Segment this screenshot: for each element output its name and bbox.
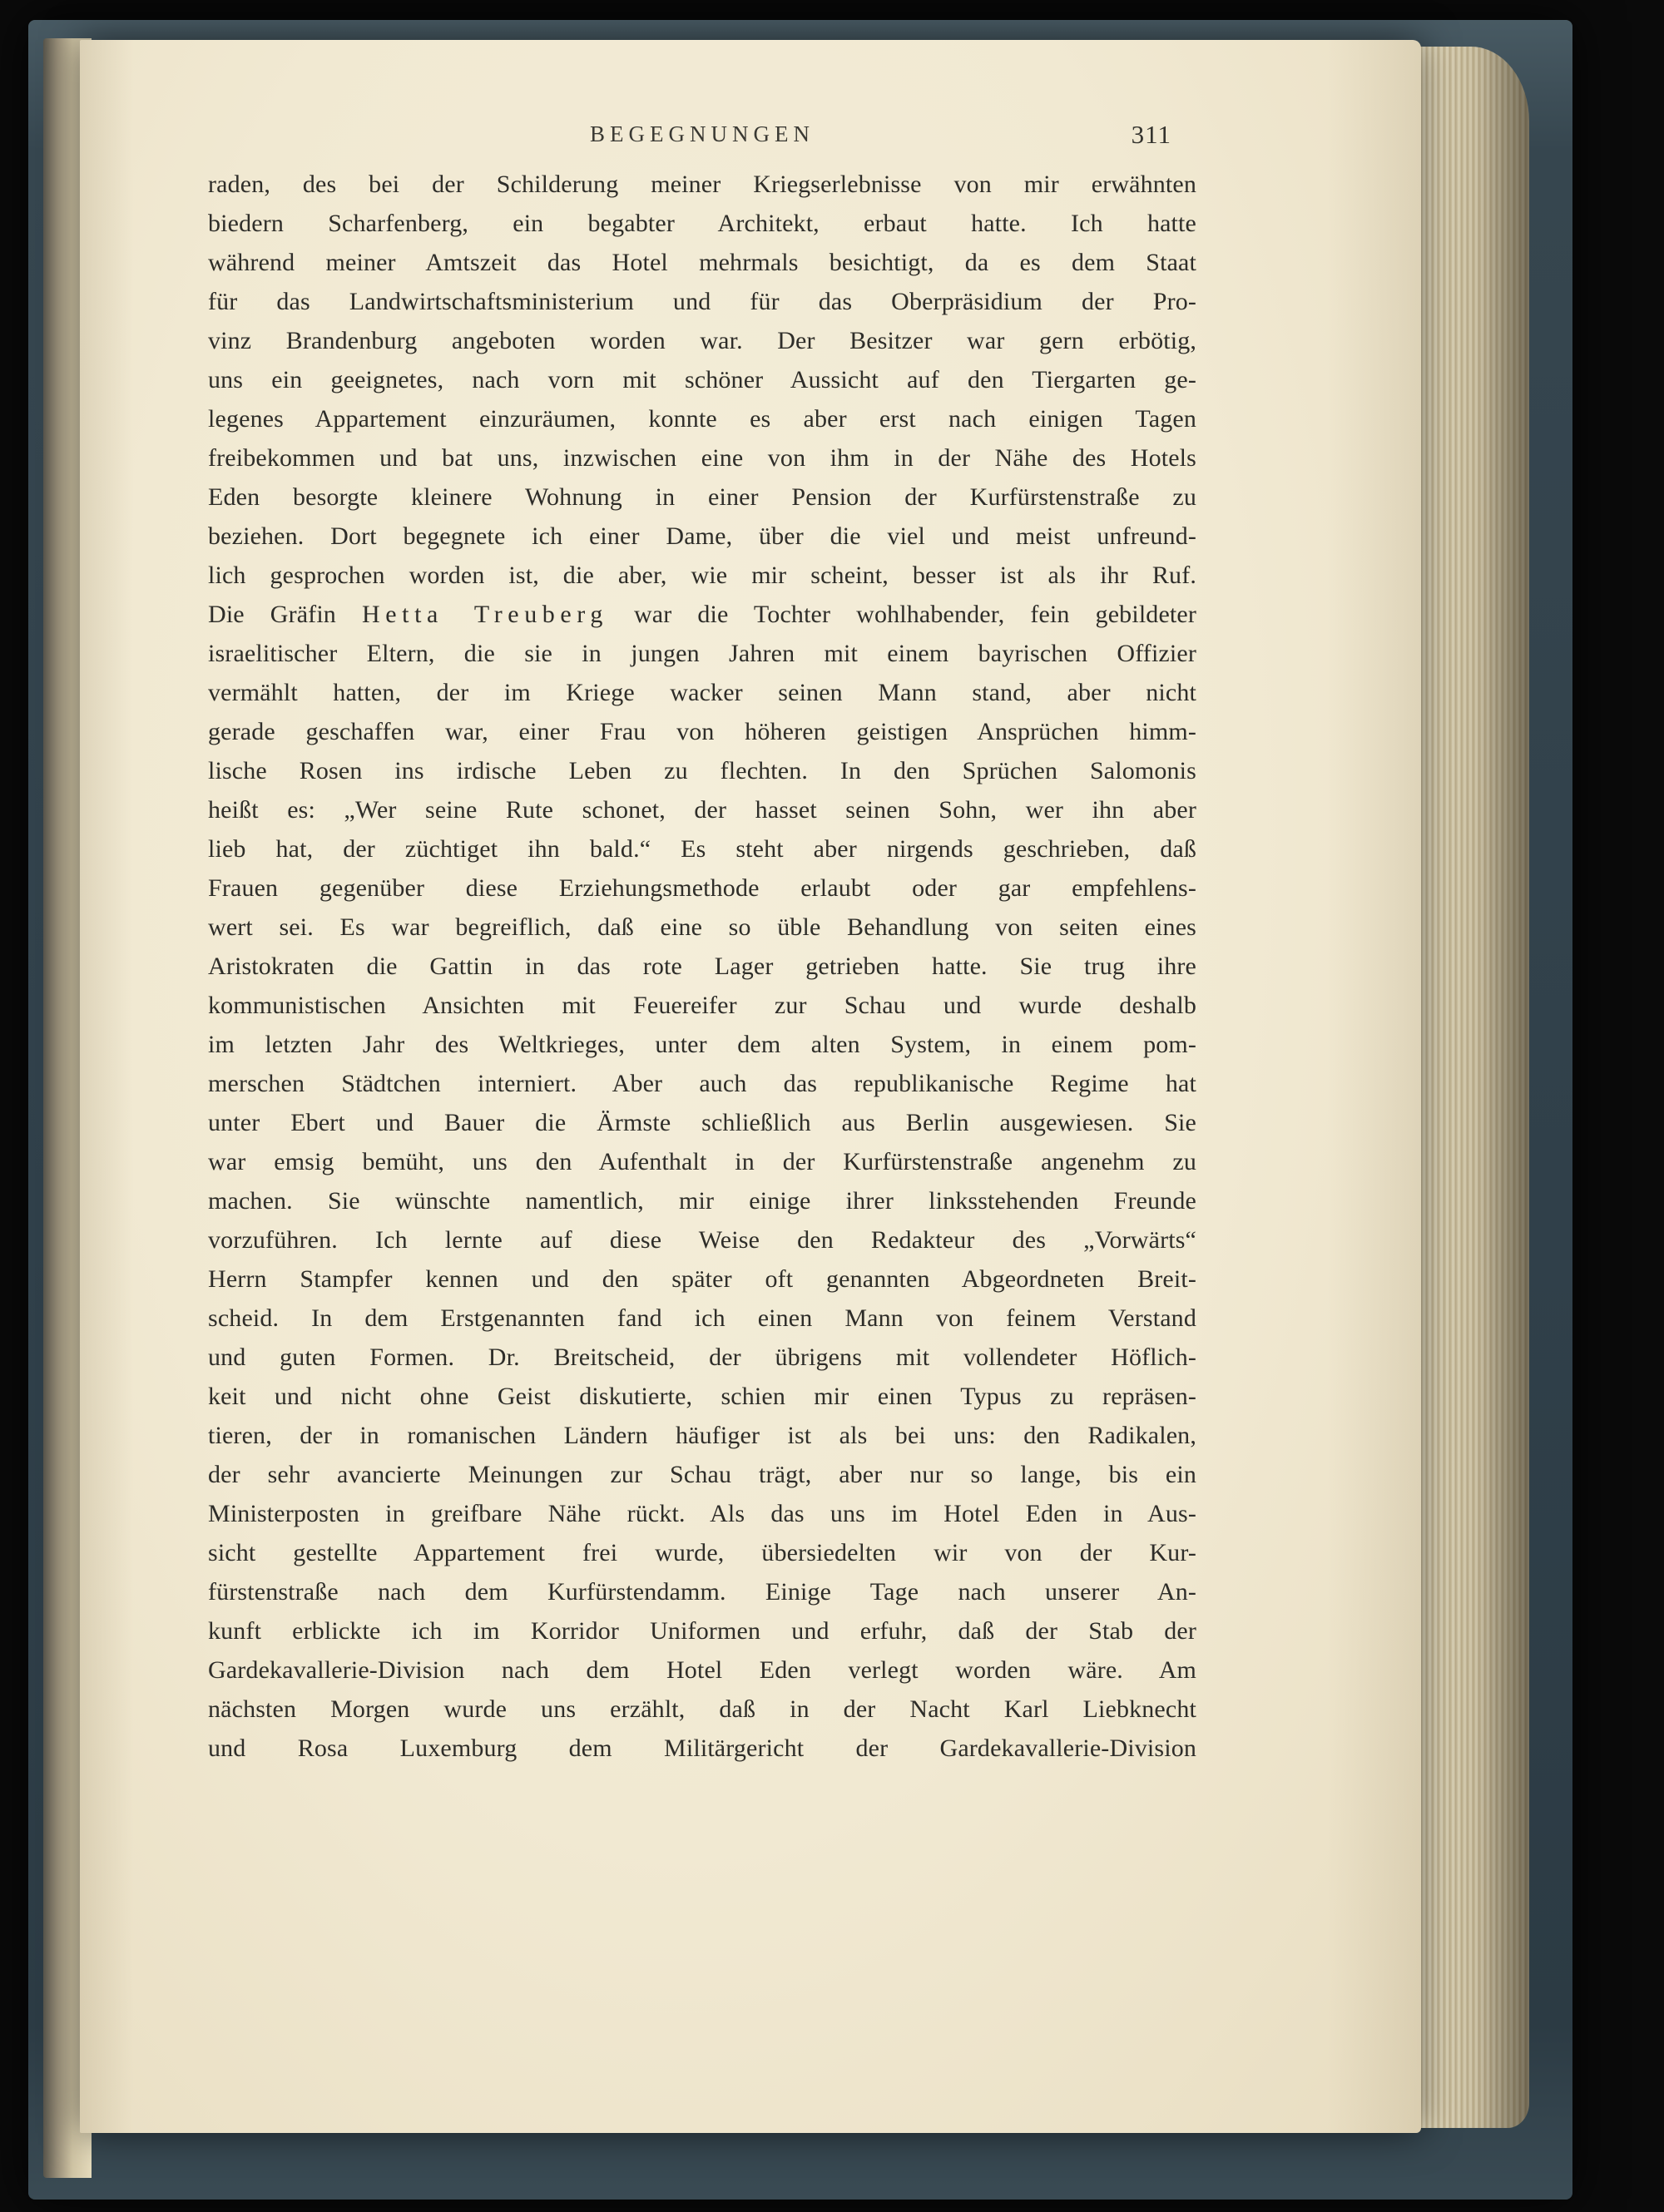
text-line: unter Ebert und Bauer die Ärmste schließlich aus Berlin ausgewiesen. Sie: [208, 1109, 1196, 1136]
text-line: nächsten Morgen wurde uns erzählt, daß in der Nacht Karl Liebknecht: [208, 1695, 1196, 1723]
page-number: 311: [1131, 120, 1171, 149]
text-line: und Rosa Luxemburg dem Militärgericht der Gardekavallerie-Division: [208, 1734, 1196, 1762]
text-line: war emsig bemüht, uns den Aufenthalt in der Kurfürstenstraße angenehm zu: [208, 1148, 1196, 1175]
text-line: legenes Appartement einzuräumen, konnte es aber erst nach einigen Tagen: [208, 405, 1196, 433]
right-page-edges: [1411, 47, 1529, 2128]
text-line: der sehr avancierte Meinungen zur Schau trägt, aber nur so lange, bis ein: [208, 1461, 1196, 1488]
text-line: israelitischer Eltern, die sie in jungen Jahren mit einem bayrischen Offizier: [208, 640, 1196, 667]
text-line: Die Gräfin Hetta Treuberg war die Tochter wohlhabender, fein gebildeter: [208, 601, 1197, 628]
emphasized-name: Hetta Treuberg: [361, 601, 608, 628]
text-line: Frauen gegenüber diese Erziehungsmethode erlaubt oder gar empfehlens-: [208, 874, 1196, 902]
text-line: Aristokraten die Gattin in das rote Lager getrieben hatte. Sie trug ihre: [208, 953, 1196, 980]
text-line: sicht gestellte Appartement frei wurde, übersiedelten wir von der Kur-: [208, 1539, 1196, 1566]
page-text: [208, 165, 1196, 1768]
text-line: kunft erblickte ich im Korridor Uniformen und erfuhr, daß der Stab der: [208, 1617, 1196, 1645]
text-line: lische Rosen ins irdische Leben zu flechten. In den Sprüchen Salomonis: [208, 757, 1196, 784]
text-line: raden, des bei der Schilderung meiner Kriegserlebnisse von mir erwähnten: [208, 171, 1196, 198]
text-line: Herrn Stampfer kennen und den später oft genannten Abgeordneten Breit-: [208, 1265, 1196, 1293]
text-line: wert sei. Es war begreiflich, daß eine so üble Behandlung von seiten eines: [208, 913, 1196, 941]
text-line: uns ein geeignetes, nach vorn mit schöner Aussicht auf den Tiergarten ge-: [208, 366, 1196, 393]
text-line: beziehen. Dort begegnete ich einer Dame, über die viel und meist unfreund-: [208, 522, 1196, 550]
text-line: kommunistischen Ansichten mit Feuereifer zur Schau und wurde deshalb: [208, 992, 1196, 1019]
text-line: vinz Brandenburg angeboten worden war. Der Besitzer war gern erbötig,: [208, 327, 1196, 354]
text-line: fürstenstraße nach dem Kurfürstendamm. Einige Tage nach unserer An-: [208, 1578, 1196, 1606]
text-line: im letzten Jahr des Weltkrieges, unter dem alten System, in einem pom-: [208, 1031, 1196, 1058]
text-line: machen. Sie wünschte namentlich, mir einige ihrer linksstehenden Freunde: [208, 1187, 1196, 1215]
running-title: BEGEGNUNGEN: [590, 121, 815, 146]
text-line: vorzuführen. Ich lernte auf diese Weise den Redakteur des „Vorwärts“: [208, 1226, 1196, 1254]
text-line: Eden besorgte kleinere Wohnung in einer Pension der Kurfürstenstraße zu: [208, 483, 1196, 511]
text-line: vermählt hatten, der im Kriege wacker seinen Mann stand, aber nicht: [208, 679, 1196, 706]
text-line: Gardekavallerie-Division nach dem Hotel Eden verlegt worden wäre. Am: [208, 1656, 1196, 1684]
text-line: biedern Scharfenberg, ein begabter Architekt, erbaut hatte. Ich hatte: [208, 210, 1196, 237]
text-line: freibekommen und bat uns, inzwischen eine von ihm in der Nähe des Hotels: [208, 444, 1196, 472]
text-line: keit und nicht ohne Geist diskutierte, schien mir einen Typus zu repräsen-: [208, 1383, 1196, 1410]
text-line: während meiner Amtszeit das Hotel mehrmals besichtigt, da es dem Staat: [208, 249, 1196, 276]
book-page: [80, 40, 1421, 2133]
text-line: gerade geschaffen war, einer Frau von höheren geistigen Ansprüchen himm-: [208, 718, 1196, 745]
text-line: Ministerposten in greifbare Nähe rückt. Als das uns im Hotel Eden in Aus-: [208, 1500, 1196, 1527]
text-line: lich gesprochen worden ist, die aber, wie mir scheint, besser ist als ihr Ruf.: [208, 562, 1196, 589]
text-line: lieb hat, der züchtiget ihn bald.“ Es steht aber nirgends geschrieben, daß: [208, 835, 1196, 863]
text-line: heißt es: „Wer seine Rute schonet, der hasset seinen Sohn, wer ihn aber: [208, 796, 1196, 824]
text-line: merschen Städtchen interniert. Aber auch das republikanische Regime hat: [208, 1070, 1196, 1097]
text-line: tieren, der in romanischen Ländern häufiger ist als bei uns: den Radikalen,: [208, 1422, 1196, 1449]
text-line: und guten Formen. Dr. Breitscheid, der übrigens mit vollendeter Höflich-: [208, 1344, 1196, 1371]
page-header: [208, 121, 1196, 155]
text-line: für das Landwirtschaftsministerium und für das Oberpräsidium der Pro-: [208, 288, 1196, 315]
text-line: scheid. In dem Erstgenannten fand ich einen Mann von feinem Verstand: [208, 1304, 1196, 1332]
